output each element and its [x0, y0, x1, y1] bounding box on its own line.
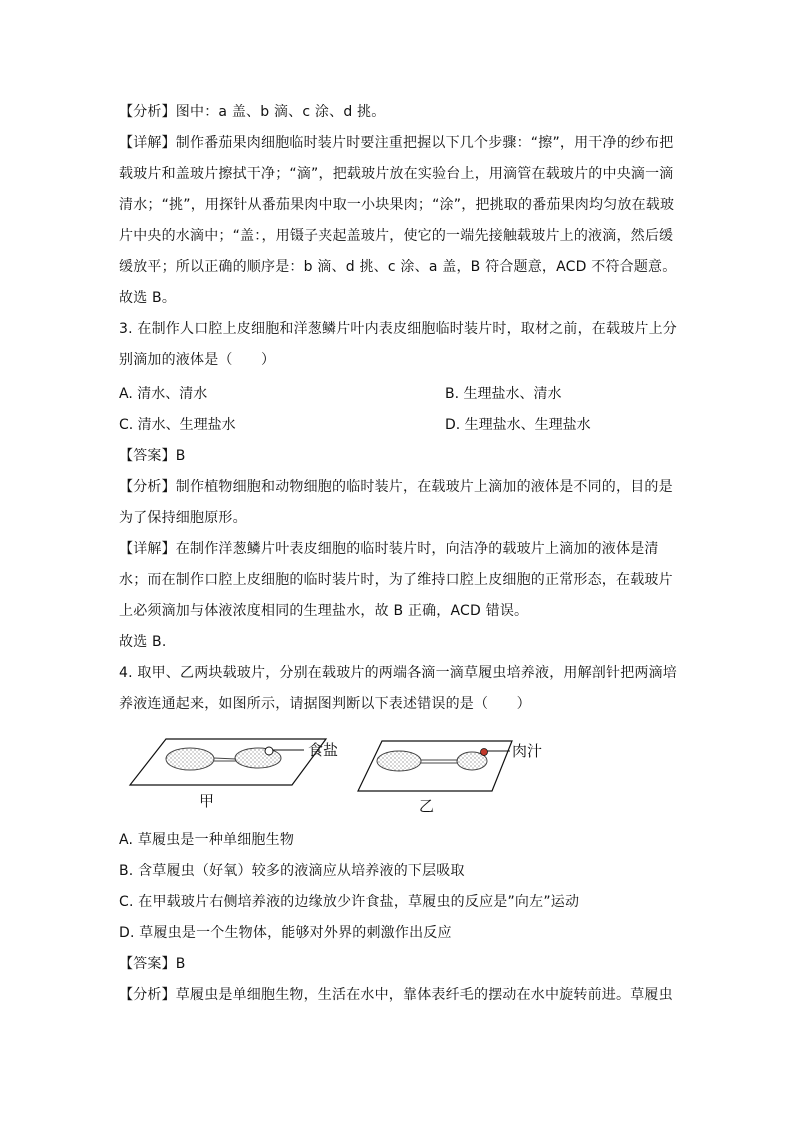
analysis-line: 【分析】草履虫是单细胞生物，生活在水中，靠体表纤毛的摆动在水中旋转前进。草履虫 [119, 987, 673, 1003]
question-3-stem: 别滴加的液体是（ ） [119, 352, 276, 368]
left-drop-jia [166, 748, 214, 770]
analysis-line: 为了保持细胞原形。 [119, 510, 247, 526]
detail-line: 【详解】制作番茄果肉细胞临时装片时要注重把握以下几个步骤：“擦”，用干净的纱布把 [119, 135, 674, 151]
detail-line: 水；而在制作口腔上皮细胞的临时装片时，为了维持口腔上皮细胞的正常形态，在载玻片 [119, 572, 673, 588]
slide-jia-label: 甲 [199, 792, 215, 810]
juice-label: 肉汁 [512, 742, 543, 760]
answer-line: 【答案】B [119, 448, 186, 464]
left-drop-yi [377, 751, 421, 771]
detail-line: 载玻片和盖玻片擦拭干净；“滴”，把载玻片放在实验台上，用滴管在载玻片的中央滴一滴 [119, 166, 674, 182]
q3-option-b: B. 生理盐水、清水 [445, 386, 562, 402]
q4-option-d: D. 草履虫是一个生物体，能够对外界的刺激作出反应 [119, 925, 452, 941]
channel-jia-top [214, 758, 236, 759]
detail-line: 上必须滴加与体液浓度相同的生理盐水，故 B 正确，ACD 错误。 [119, 603, 529, 619]
question-4-stem: 养液连通起来，如图所示，请据图判断以下表述错误的是（ ） [119, 696, 531, 712]
q4-option-c: C. 在甲载玻片右侧培养液的边缘放少许食盐，草履虫的反应是”向左”运动 [119, 894, 580, 910]
detail-line: 缓放平；所以正确的顺序是：b 滴、d 挑、c 涂、a 盖，B 符合题意，ACD 不符合题意。 [119, 259, 677, 275]
detail-line: 片中央的水滴中；“盖：，用镊子夹起盖玻片，使它的一端先接触载玻片上的液滴，然后缓 [119, 228, 674, 244]
slide-diagram [126, 733, 566, 817]
slide-figure [126, 733, 566, 817]
q3-option-d: D. 生理盐水、生理盐水 [445, 417, 591, 433]
q4-option-a: A. 草履虫是一种单细胞生物 [119, 832, 295, 848]
q4-option-b: B. 含草履虫（好氧）较多的液滴应从培养液的下层吸取 [119, 863, 465, 879]
analysis-line: 【分析】制作植物细胞和动物细胞的临时装片，在载玻片上滴加的液体是不同的，目的是 [119, 479, 673, 495]
slide-jia [130, 739, 338, 810]
salt-label: 食盐 [308, 741, 339, 759]
salt-grain [265, 747, 273, 755]
slide-yi-label: 乙 [419, 797, 435, 815]
question-3-stem: 3. 在制作人口腔上皮细胞和洋葱鳞片叶内表皮细胞临时装片时，取材之前，在载玻片上分 [119, 321, 678, 337]
slide-yi [358, 741, 542, 815]
slide-jia-outline [130, 739, 326, 785]
detail-line: 清水；“挑”，用探针从番茄果肉中取一小块果肉；“涂”，把挑取的番茄果肉均匀放在载玻 [119, 197, 675, 213]
conclusion-line: 故选 B. [119, 634, 167, 650]
q3-option-c: C. 清水、生理盐水 [119, 417, 236, 433]
question-4-stem: 4. 取甲、乙两块载玻片，分别在载玻片的两端各滴一滴草履虫培养液，用解剖针把两滴培 [119, 665, 678, 681]
juice-drop [481, 749, 488, 756]
q3-option-a: A. 清水、清水 [119, 386, 208, 402]
analysis-line: 【分析】图中：a 盖、b 滴、c 涂、d 挑。 [119, 104, 386, 120]
conclusion-line: 故选 B。 [119, 290, 177, 306]
answer-line: 【答案】B [119, 956, 186, 972]
detail-line: 【详解】在制作洋葱鳞片叶表皮细胞的临时装片时，向洁净的载玻片上滴加的液体是清 [119, 541, 659, 557]
right-drop-jia [235, 748, 281, 768]
